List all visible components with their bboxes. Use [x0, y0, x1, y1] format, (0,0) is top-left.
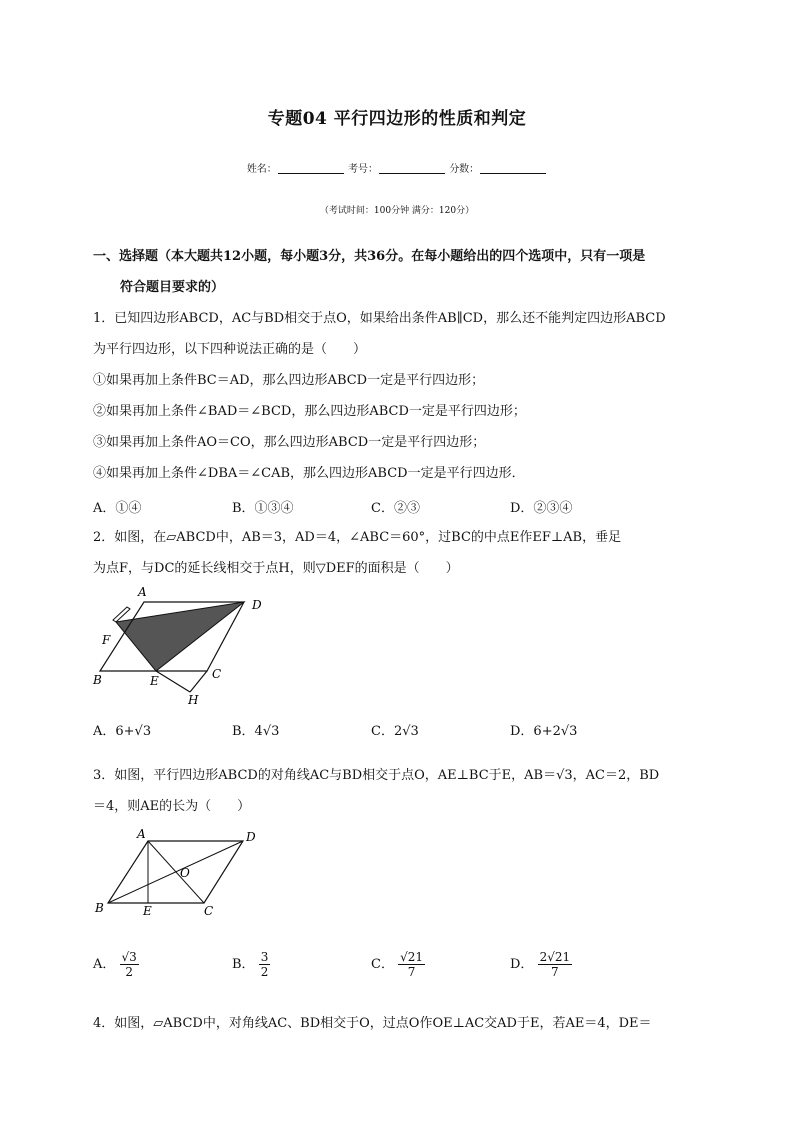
section-heading-line1: 一、选择题（本大题共12小题，每小题3分，共36分。在每小题给出的四个选项中，只有一项是 — [93, 249, 646, 264]
q2-option-b[interactable]: B．4√3 — [232, 724, 280, 739]
label-c: C — [204, 904, 214, 918]
q1-line2: 为平行四边形，以下四种说法正确的是（ ） — [93, 342, 367, 357]
q3-figure — [88, 826, 268, 920]
page-title: 专题04 平行四边形的性质和判定 — [267, 109, 527, 129]
q3-option-c-num: √21 — [400, 950, 424, 964]
q2-figure — [88, 583, 268, 708]
q1-option-b[interactable]: B．①③④ — [232, 501, 294, 516]
q3-option-d[interactable] — [510, 950, 572, 979]
label-d: D — [252, 598, 262, 612]
label-o: O — [180, 866, 190, 880]
label-f: F — [102, 633, 111, 647]
q1-option-a[interactable]: A．①④ — [93, 501, 142, 516]
score-blank[interactable] — [480, 173, 546, 174]
q3-option-c-fraction — [398, 950, 425, 979]
label-a: A — [138, 585, 147, 599]
q1-statement-3: ③如果再加上条件AO＝CO，那么四边形ABCD一定是平行四边形； — [93, 435, 486, 450]
q2-options — [93, 720, 713, 740]
q3-option-b-prefix: B． — [232, 957, 255, 972]
q3-option-b-den: 2 — [260, 965, 269, 979]
section-heading-line2: 符合题目要求的） — [120, 280, 225, 295]
q1-option-c[interactable]: C．②③ — [371, 501, 420, 516]
q3-option-d-prefix: D． — [510, 957, 534, 972]
q3-options — [93, 942, 713, 982]
q3-option-d-fraction — [538, 950, 573, 979]
q3-line2: ＝4，则AE的长为（ ） — [93, 799, 251, 814]
q2-option-d[interactable]: D．6+2√3 — [510, 724, 578, 739]
q3-option-a-fraction — [120, 950, 139, 979]
student-info-line — [0, 160, 794, 175]
label-b: B — [95, 901, 104, 915]
q3-option-b[interactable] — [232, 950, 270, 979]
q3-option-b-num: 3 — [260, 950, 269, 964]
q3-option-a-den: 2 — [125, 965, 133, 979]
q3-option-c[interactable] — [371, 950, 425, 979]
label-a: A — [137, 827, 146, 841]
name-blank[interactable] — [278, 173, 344, 174]
q3-option-a-prefix: A． — [93, 957, 116, 972]
score-label: 分数： — [449, 164, 480, 175]
q3-option-a[interactable] — [93, 950, 139, 979]
exam-no-blank[interactable] — [379, 173, 445, 174]
q3-option-d-den: 7 — [551, 965, 559, 979]
q1-line1: 1．已知四边形ABCD，AC与BD相交于点O，如果给出条件AB∥CD，那么还不能判定四边形ABCD — [93, 311, 666, 326]
label-e: E — [143, 904, 152, 918]
name-label: 姓名： — [246, 164, 277, 175]
q2-line2: 为点F，与DC的延长线相交于点H，则▽DEF的面积是（ ） — [93, 561, 459, 576]
label-e: E — [150, 674, 159, 688]
q3-option-d-num: 2√21 — [539, 950, 571, 964]
exam-note: （考试时间：100分钟 满分：120分） — [319, 206, 475, 216]
q1-statement-1: ①如果再加上条件BC＝AD，那么四边形ABCD一定是平行四边形； — [93, 373, 485, 388]
exam-no-label: 考号： — [348, 164, 378, 175]
label-d: D — [246, 830, 256, 844]
q1-statement-2: ②如果再加上条件∠BAD＝∠BCD，那么四边形ABCD一定是平行四边形； — [93, 404, 526, 419]
q3-option-a-num: √3 — [121, 950, 137, 964]
q3-line1: 3．如图，平行四边形ABCD的对角线AC与BD相交于点O，AE⊥BC于E，AB＝√3，AC＝2，BD — [93, 768, 660, 783]
label-b: B — [93, 673, 102, 687]
q2-option-c[interactable]: C．2√3 — [371, 724, 419, 739]
segment-ch — [190, 671, 207, 692]
q3-option-b-fraction — [259, 950, 271, 979]
q2-option-a[interactable]: A．6+√3 — [93, 724, 152, 739]
triangle-def — [116, 602, 244, 671]
q1-options — [93, 497, 713, 517]
q3-option-c-prefix: C． — [371, 957, 394, 972]
q1-option-d[interactable]: D．②③④ — [510, 501, 573, 516]
q4-line1: 4．如图，▱ABCD中，对角线AC、BD相交于O，过点O作OE⊥AC交AD于E，若AE＝4，DE＝ — [93, 1016, 652, 1031]
segment-eh — [156, 671, 190, 692]
q2-line1: 2．如图，在▱ABCD中，AB＝3，AD＝4，∠ABC＝60°，过BC的中点E作EF⊥AB，垂足 — [93, 530, 622, 545]
q1-statement-4: ④如果再加上条件∠DBA＝∠CAB，那么四边形ABCD一定是平行四边形． — [93, 466, 525, 481]
q3-option-c-den: 7 — [407, 965, 416, 979]
label-c: C — [212, 667, 222, 681]
label-h: H — [188, 693, 199, 707]
